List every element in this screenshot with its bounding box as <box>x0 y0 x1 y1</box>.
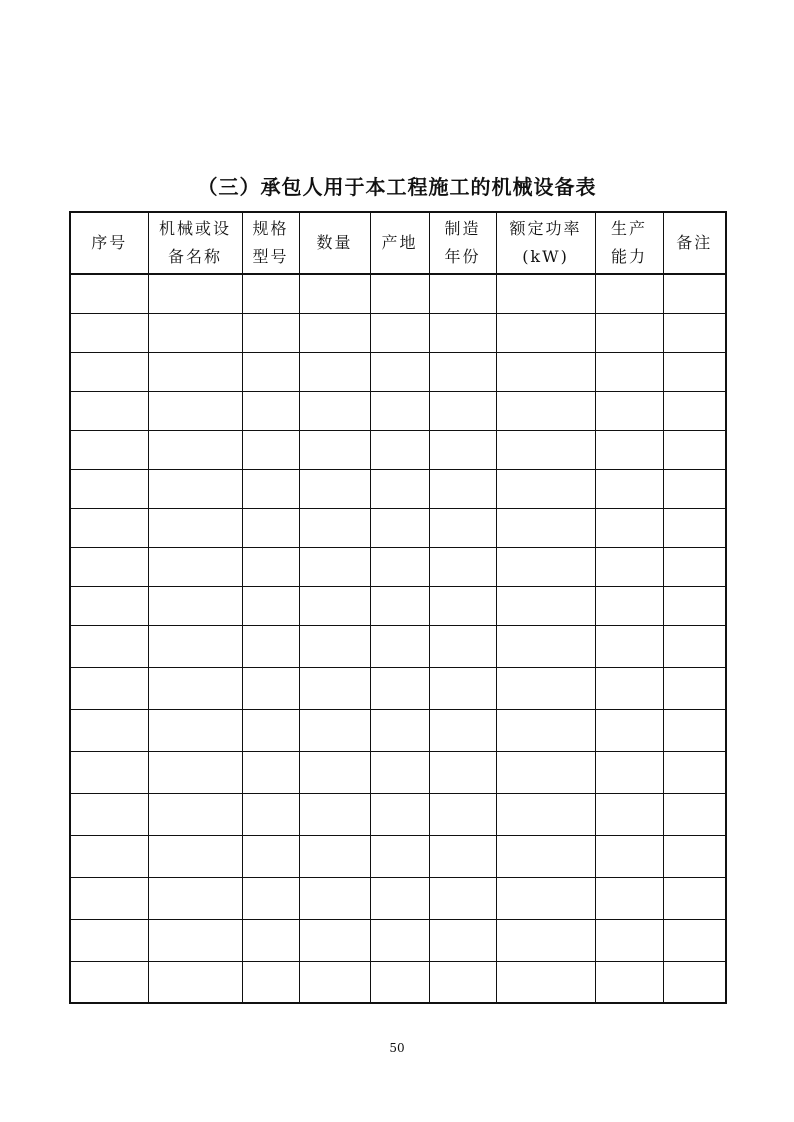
table-cell-remarks <box>663 793 726 835</box>
table-cell-origin <box>370 961 429 1003</box>
table-row <box>70 469 726 508</box>
table-cell-power <box>496 508 595 547</box>
table-cell-seq <box>70 919 148 961</box>
table-row <box>70 667 726 709</box>
table-cell-spec <box>242 793 299 835</box>
table-cell-power <box>496 625 595 667</box>
table-cell-remarks <box>663 391 726 430</box>
table-cell-qty <box>299 313 370 352</box>
table-cell-remarks <box>663 667 726 709</box>
table-cell-year <box>429 547 496 586</box>
table-cell-origin <box>370 430 429 469</box>
table-cell-spec <box>242 919 299 961</box>
table-cell-year <box>429 352 496 391</box>
column-header-name <box>148 212 242 274</box>
table-cell-capacity <box>595 586 663 625</box>
table-cell-remarks <box>663 709 726 751</box>
table-cell-capacity <box>595 793 663 835</box>
table-row <box>70 391 726 430</box>
column-header-origin <box>370 212 429 274</box>
table-cell-year <box>429 508 496 547</box>
table-cell-origin <box>370 793 429 835</box>
table-cell-remarks <box>663 352 726 391</box>
table-row <box>70 430 726 469</box>
table-cell-spec <box>242 508 299 547</box>
column-header-power <box>496 212 595 274</box>
column-header-qty <box>299 212 370 274</box>
table-cell-seq <box>70 430 148 469</box>
table-cell-qty <box>299 793 370 835</box>
table-cell-qty <box>299 352 370 391</box>
column-header-remarks <box>663 212 726 274</box>
table-cell-qty <box>299 667 370 709</box>
table-cell-capacity <box>595 469 663 508</box>
table-cell-power <box>496 667 595 709</box>
table-cell-remarks <box>663 430 726 469</box>
table-cell-qty <box>299 430 370 469</box>
table-row <box>70 877 726 919</box>
table-cell-power <box>496 313 595 352</box>
table-cell-name <box>148 274 242 313</box>
column-header-line: 数量 <box>316 233 353 252</box>
table-cell-spec <box>242 430 299 469</box>
table-cell-spec <box>242 709 299 751</box>
table-cell-name <box>148 961 242 1003</box>
document-title: （三）承包人用于本工程施工的机械设备表 <box>197 175 597 199</box>
table-row <box>70 919 726 961</box>
table-cell-remarks <box>663 625 726 667</box>
table-cell-capacity <box>595 751 663 793</box>
table-cell-spec <box>242 274 299 313</box>
table-cell-spec <box>242 547 299 586</box>
table-cell-power <box>496 391 595 430</box>
table-cell-spec <box>242 586 299 625</box>
table-cell-power <box>496 793 595 835</box>
table-cell-remarks <box>663 877 726 919</box>
table-cell-qty <box>299 547 370 586</box>
column-header-line: 机械或设 <box>158 219 231 238</box>
table-cell-power <box>496 877 595 919</box>
table-cell-name <box>148 751 242 793</box>
table-cell-spec <box>242 352 299 391</box>
table-cell-qty <box>299 469 370 508</box>
table-cell-seq <box>70 667 148 709</box>
table-cell-origin <box>370 835 429 877</box>
table-cell-year <box>429 469 496 508</box>
table-cell-power <box>496 835 595 877</box>
column-header-line: 额定功率 <box>509 219 582 238</box>
table-row <box>70 625 726 667</box>
column-header-spec <box>242 212 299 274</box>
table-cell-power <box>496 430 595 469</box>
table-cell-seq <box>70 625 148 667</box>
table-cell-seq <box>70 508 148 547</box>
table-cell-qty <box>299 835 370 877</box>
table-cell-seq <box>70 313 148 352</box>
table-cell-spec <box>242 835 299 877</box>
table-row <box>70 709 726 751</box>
table-cell-power <box>496 547 595 586</box>
table-cell-spec <box>242 391 299 430</box>
table-cell-origin <box>370 919 429 961</box>
table-cell-capacity <box>595 667 663 709</box>
table-cell-power <box>496 961 595 1003</box>
table-cell-name <box>148 469 242 508</box>
table-cell-seq <box>70 709 148 751</box>
table-cell-origin <box>370 586 429 625</box>
column-header-line: 能力 <box>610 247 647 266</box>
table-cell-power <box>496 919 595 961</box>
table-cell-qty <box>299 625 370 667</box>
table-cell-power <box>496 469 595 508</box>
table-cell-capacity <box>595 835 663 877</box>
table-cell-origin <box>370 751 429 793</box>
header-row <box>70 212 726 274</box>
table-cell-year <box>429 919 496 961</box>
table-cell-spec <box>242 751 299 793</box>
table-cell-origin <box>370 667 429 709</box>
table-cell-origin <box>370 877 429 919</box>
column-header-capacity <box>595 212 663 274</box>
table-cell-capacity <box>595 877 663 919</box>
table-row <box>70 313 726 352</box>
table-row <box>70 961 726 1003</box>
column-header-seq <box>70 212 148 274</box>
table-cell-name <box>148 709 242 751</box>
table-cell-qty <box>299 709 370 751</box>
table-cell-name <box>148 877 242 919</box>
table-cell-year <box>429 313 496 352</box>
table-cell-seq <box>70 586 148 625</box>
table-cell-remarks <box>663 586 726 625</box>
table-row <box>70 352 726 391</box>
table-cell-qty <box>299 961 370 1003</box>
table-cell-name <box>148 835 242 877</box>
table-cell-name <box>148 919 242 961</box>
column-header-line: 备名称 <box>167 247 222 266</box>
table-row <box>70 751 726 793</box>
table-cell-year <box>429 391 496 430</box>
table-cell-year <box>429 430 496 469</box>
table-cell-capacity <box>595 961 663 1003</box>
table-cell-power <box>496 352 595 391</box>
table-cell-origin <box>370 709 429 751</box>
column-header-line: 型号 <box>252 247 289 266</box>
column-header-line: 产地 <box>381 233 418 252</box>
table-cell-origin <box>370 625 429 667</box>
table-row <box>70 274 726 313</box>
table-cell-seq <box>70 274 148 313</box>
table-cell-year <box>429 625 496 667</box>
column-header-year <box>429 212 496 274</box>
column-header-line: (kW) <box>522 247 569 266</box>
table-cell-spec <box>242 877 299 919</box>
table-cell-spec <box>242 469 299 508</box>
table-cell-qty <box>299 751 370 793</box>
table-cell-spec <box>242 625 299 667</box>
table-cell-year <box>429 793 496 835</box>
table-cell-name <box>148 667 242 709</box>
table-cell-qty <box>299 586 370 625</box>
table-cell-origin <box>370 352 429 391</box>
table-cell-power <box>496 751 595 793</box>
table-cell-name <box>148 430 242 469</box>
table-cell-capacity <box>595 547 663 586</box>
table-row <box>70 835 726 877</box>
table-cell-year <box>429 751 496 793</box>
table-cell-spec <box>242 667 299 709</box>
table-cell-year <box>429 274 496 313</box>
table-cell-qty <box>299 508 370 547</box>
table-header <box>70 212 726 274</box>
table-cell-remarks <box>663 547 726 586</box>
table-cell-seq <box>70 835 148 877</box>
table-body <box>70 274 726 1003</box>
table-cell-qty <box>299 919 370 961</box>
table-cell-name <box>148 391 242 430</box>
table-cell-power <box>496 709 595 751</box>
table-cell-capacity <box>595 391 663 430</box>
table-cell-remarks <box>663 751 726 793</box>
table-cell-origin <box>370 469 429 508</box>
table-cell-origin <box>370 508 429 547</box>
table-cell-origin <box>370 547 429 586</box>
table-cell-remarks <box>663 508 726 547</box>
column-header-line: 年份 <box>444 247 481 266</box>
page-number: 50 <box>389 1041 405 1055</box>
table-cell-origin <box>370 391 429 430</box>
table-cell-remarks <box>663 919 726 961</box>
table-cell-origin <box>370 313 429 352</box>
equipment-table <box>69 211 727 1004</box>
column-header-line: 备注 <box>676 233 713 252</box>
table-cell-year <box>429 667 496 709</box>
table-cell-spec <box>242 313 299 352</box>
table-cell-name <box>148 793 242 835</box>
table-cell-spec <box>242 961 299 1003</box>
table-row <box>70 793 726 835</box>
table-cell-capacity <box>595 313 663 352</box>
table-cell-capacity <box>595 709 663 751</box>
table-cell-remarks <box>663 469 726 508</box>
table-cell-remarks <box>663 961 726 1003</box>
table-cell-seq <box>70 547 148 586</box>
table-cell-qty <box>299 877 370 919</box>
table-cell-year <box>429 586 496 625</box>
table-cell-origin <box>370 274 429 313</box>
column-header-line: 生产 <box>610 219 647 238</box>
column-header-line: 规格 <box>252 219 289 238</box>
table-cell-name <box>148 352 242 391</box>
table-cell-capacity <box>595 274 663 313</box>
table-cell-seq <box>70 352 148 391</box>
table-row <box>70 547 726 586</box>
table-cell-seq <box>70 793 148 835</box>
table-cell-name <box>148 625 242 667</box>
table-cell-year <box>429 835 496 877</box>
column-header-line: 制造 <box>444 219 481 238</box>
table-cell-name <box>148 508 242 547</box>
table-cell-remarks <box>663 835 726 877</box>
table-cell-qty <box>299 391 370 430</box>
table-cell-seq <box>70 877 148 919</box>
table-cell-remarks <box>663 313 726 352</box>
table-cell-capacity <box>595 508 663 547</box>
table-cell-name <box>148 313 242 352</box>
table-cell-seq <box>70 961 148 1003</box>
table-cell-capacity <box>595 352 663 391</box>
table-cell-year <box>429 961 496 1003</box>
table-cell-seq <box>70 751 148 793</box>
table-cell-name <box>148 547 242 586</box>
table-cell-power <box>496 274 595 313</box>
table-cell-capacity <box>595 430 663 469</box>
table-cell-remarks <box>663 274 726 313</box>
table-row <box>70 508 726 547</box>
table-cell-capacity <box>595 625 663 667</box>
table-row <box>70 586 726 625</box>
table-cell-year <box>429 709 496 751</box>
table-cell-name <box>148 586 242 625</box>
column-header-line: 序号 <box>91 233 128 252</box>
table-cell-seq <box>70 469 148 508</box>
table-cell-qty <box>299 274 370 313</box>
table-cell-year <box>429 877 496 919</box>
table-cell-capacity <box>595 919 663 961</box>
table-cell-seq <box>70 391 148 430</box>
table-cell-power <box>496 586 595 625</box>
